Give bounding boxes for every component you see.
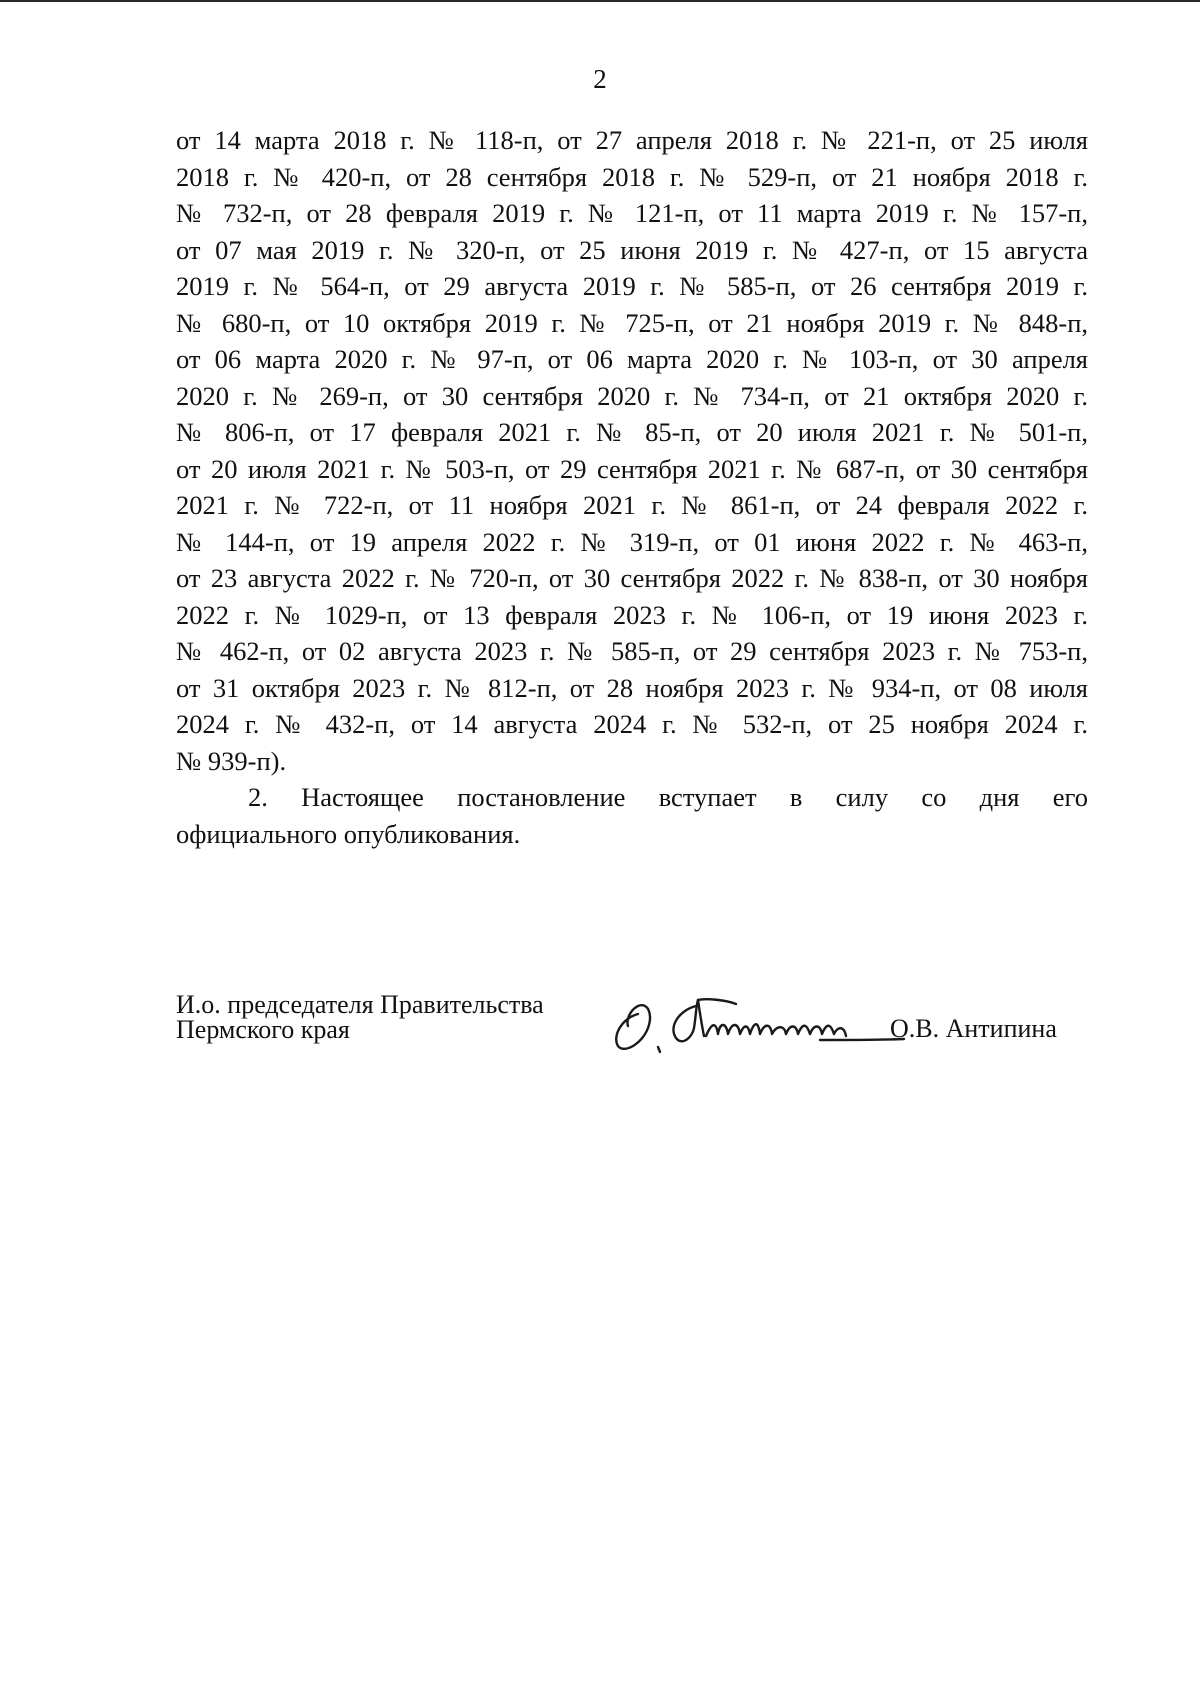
body-line: № 144-п, от 19 апреля 2022 г. № 319-п, от 01 июня 2022 г. № 463-п, (176, 526, 1088, 557)
body-line: от 31 октября 2023 г. № 812-п, от 28 ноября 2023 г. № 934-п, от 08 июля (176, 672, 1088, 703)
body-line: от 07 мая 2019 г. № 320-п, от 25 июня 2019 г. № 427-п, от 15 августа (176, 234, 1088, 265)
clause-2-line-1: 2. Настоящее постановление вступает в силу со дня его (248, 782, 1088, 812)
body-line: № 680-п, от 10 октября 2019 г. № 725-п, от 21 ноября 2019 г. № 848-п, (176, 307, 1088, 338)
body-line: 2019 г. № 564-п, от 29 августа 2019 г. № 585-п, от 26 сентября 2019 г. (176, 271, 1088, 301)
body-line: № 939-п). (176, 745, 287, 776)
body-line: № 732-п, от 28 февраля 2019 г. № 121-п, от 11 марта 2019 г. № 157-п, (176, 198, 1088, 228)
page-number: 2 (593, 64, 607, 94)
body-line: 2022 г. № 1029-п, от 13 февраля 2023 г. № 106-п, от 19 июня 2023 г. (176, 599, 1088, 630)
scan-top-edge (0, 0, 1200, 2)
document-body (176, 122, 1088, 852)
signatory-position (176, 992, 544, 1042)
signer-name: О.В. Антипина (890, 1014, 1057, 1043)
body-line: от 06 марта 2020 г. № 97-п, от 06 марта 2020 г. № 103-п, от 30 апреля (176, 344, 1088, 374)
signatory-position-line-1: И.о. председателя Правительства (176, 990, 544, 1019)
clause-2-line-2: официального опубликования. (176, 818, 521, 849)
handwritten-signature (608, 992, 908, 1054)
body-line: № 462-п, от 02 августа 2023 г. № 585-п, от 29 сентября 2023 г. № 753-п, (176, 636, 1088, 666)
signatory-position-line-2: Пермского края (176, 1015, 350, 1044)
body-line: от 20 июля 2021 г. № 503-п, от 29 сентября 2021 г. № 687-п, от 30 сентября (176, 453, 1088, 484)
body-line: 2024 г. № 432-п, от 14 августа 2024 г. № 532-п, от 25 ноября 2024 г. (176, 709, 1088, 739)
body-line: от 14 марта 2018 г. № 118-п, от 27 апреля 2018 г. № 221-п, от 25 июля (176, 125, 1088, 155)
body-line: 2018 г. № 420-п, от 28 сентября 2018 г. № 529-п, от 21 ноября 2018 г. (176, 161, 1088, 192)
body-line: от 23 августа 2022 г. № 720-п, от 30 сентября 2022 г. № 838-п, от 30 ноября (176, 563, 1088, 593)
body-line: 2021 г. № 722-п, от 11 ноября 2021 г. № 861-п, от 24 февраля 2022 г. (176, 490, 1088, 520)
body-line: № 806-п, от 17 февраля 2021 г. № 85-п, от 20 июля 2021 г. № 501-п, (176, 417, 1088, 447)
body-line: 2020 г. № 269-п, от 30 сентября 2020 г. № 734-п, от 21 октября 2020 г. (176, 380, 1088, 411)
